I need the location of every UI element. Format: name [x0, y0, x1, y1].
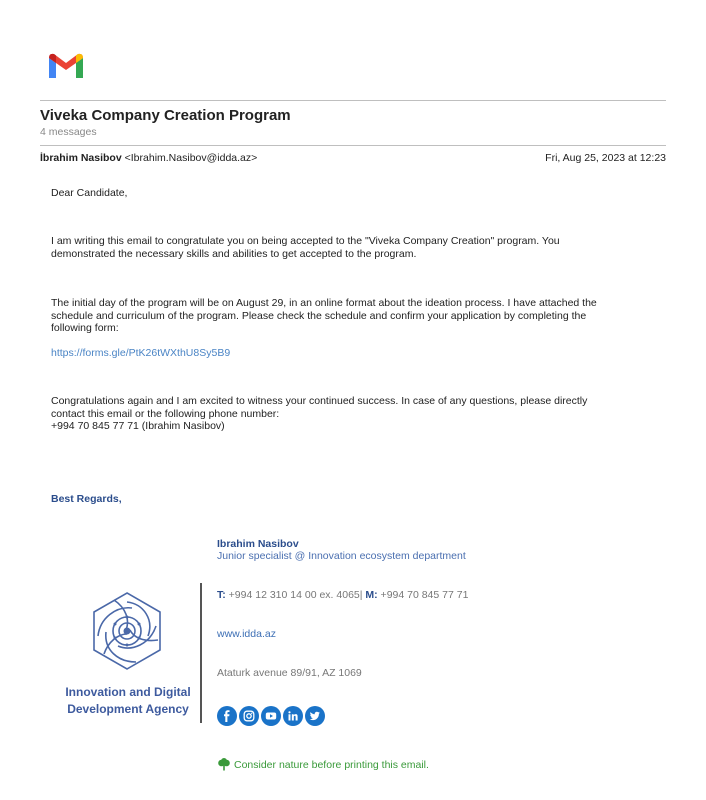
phone-label: T: [217, 589, 226, 601]
youtube-icon[interactable] [261, 706, 281, 726]
message-date: Fri, Aug 25, 2023 at 12:23 [545, 152, 666, 164]
paragraph-line: The initial day of the program will be on August 29, in an online format about the ideation process. I have attached the [51, 297, 597, 309]
header-divider [40, 100, 666, 101]
sender-name: İbrahim Nasibov [40, 152, 122, 164]
gmail-logo-icon [47, 52, 85, 80]
subject-divider [40, 145, 666, 146]
website-link[interactable]: www.idda.az [217, 628, 276, 640]
thread-subject: Viveka Company Creation Program [40, 107, 291, 124]
paragraph-line: contact this email or the following phone number: [51, 407, 280, 420]
eco-note-text: Consider nature before printing this email. [234, 758, 429, 771]
twitter-icon[interactable] [305, 706, 325, 726]
eco-note [217, 758, 429, 771]
form-link[interactable]: https://forms.gle/PtK26tWXthU8Sy5B9 [51, 347, 231, 359]
agency-name-line: Innovation and Digital [65, 685, 191, 699]
linkedin-icon[interactable] [283, 706, 303, 726]
agency-emblem-icon [86, 590, 168, 672]
paragraph-line: I am writing this email to congratulate you on being accepted to the "Viveka Company Creation" program. You [51, 235, 560, 247]
agency-name [50, 684, 206, 718]
signature-divider [200, 583, 202, 723]
social-links [217, 706, 325, 726]
phone-number: +994 12 310 14 00 ex. 4065| [225, 589, 366, 601]
paragraph-schedule [51, 297, 651, 335]
instagram-icon[interactable] [239, 706, 259, 726]
greeting: Dear Candidate, [51, 187, 128, 199]
signature-title: Junior specialist @ Innovation ecosystem department [217, 550, 466, 562]
mobile-number: +994 70 845 77 71 [377, 589, 469, 601]
paragraph-closing [51, 395, 651, 433]
message-count: 4 messages [40, 126, 97, 138]
paragraph-line: Congratulations again and I am excited to witness your continued success. In case of any questions, please directly [51, 395, 588, 407]
agency-name-line: Development Agency [67, 702, 189, 716]
facebook-icon[interactable] [217, 706, 237, 726]
sender-line [40, 152, 257, 164]
paragraph-acceptance [51, 235, 651, 260]
paragraph-line: schedule and curriculum of the program. Please check the schedule and confirm your application by completing the [51, 309, 587, 322]
paragraph-line: +994 70 845 77 71 (Ibrahim Nasibov) [51, 420, 225, 432]
signature-name: Ibrahim Nasibov [217, 538, 299, 550]
mobile-label: M: [365, 589, 378, 601]
signature-address: Ataturk avenue 89/91, AZ 1069 [217, 667, 362, 679]
signature-phones [217, 589, 468, 601]
closing-regards: Best Regards, [51, 493, 122, 505]
paragraph-line: demonstrated the necessary skills and abilities to get accepted to the program. [51, 247, 417, 260]
paragraph-line: following form: [51, 322, 119, 334]
tree-icon [217, 758, 231, 771]
sender-email: <Ibrahim.Nasibov@idda.az> [124, 152, 258, 164]
